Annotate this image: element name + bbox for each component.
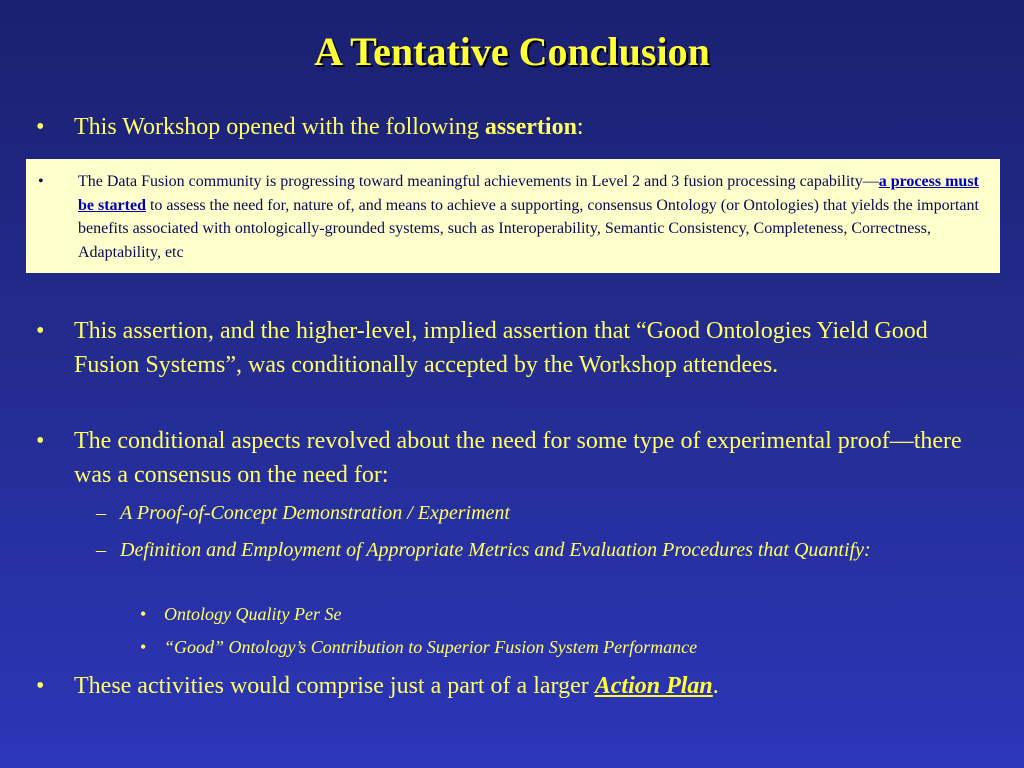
bullet-marker: • (36, 318, 45, 344)
process-started-link[interactable]: a process must be started (78, 173, 979, 214)
intro-bullet (36, 110, 986, 144)
bullet-marker: • (140, 604, 147, 624)
bullet-marker: • (140, 637, 147, 657)
closing-bullet (36, 669, 986, 703)
assertion-text-start: The Data Fusion community is progressing toward meaningful achievements in Level 2 and 3 fusion processing capability— (78, 173, 879, 190)
acceptance-bullet (36, 314, 986, 382)
intro-text-end: : (576, 114, 584, 140)
need-item-text: Definition and Employment of Appropriate Metrics and Evaluation Procedures that Quantify: (120, 539, 871, 561)
bullet-marker: • (36, 114, 45, 140)
assertion-text-end: to assess the need for, nature of, and means to achieve a supporting, consensus Ontology (or Ontologies) that yields the important benefits associated with ontologically-grounded systems, such as Interoperability, Semantic Consistency, Completeness, Correctness, Adaptability, etc (78, 196, 979, 261)
dash-marker: – (96, 539, 106, 561)
intro-text-start: This Workshop opened with the following (74, 114, 485, 140)
need-item (96, 498, 996, 528)
quantify-item-text: Ontology Quality Per Se (164, 604, 342, 624)
intro-text (74, 110, 986, 144)
closing-text (74, 669, 986, 703)
bullet-marker: • (36, 673, 45, 699)
action-plan-link[interactable]: Action Plan (594, 673, 713, 699)
assertion-emphasis: assertion (484, 114, 577, 140)
quantify-item (140, 634, 1000, 660)
bullet-marker: • (38, 173, 44, 190)
conditional-text: The conditional aspects revolved about the need for some type of experimental proof—there was a consensus on the need for: (74, 428, 962, 488)
closing-text-end: . (712, 673, 719, 699)
assertion-box (26, 159, 1000, 273)
assertion-text (78, 170, 984, 264)
quantify-item (140, 601, 1000, 627)
dash-marker: – (96, 502, 106, 524)
bullet-marker: • (36, 428, 45, 454)
closing-text-start: These activities would comprise just a part of a larger (74, 673, 595, 699)
need-item-text: A Proof-of-Concept Demonstration / Experiment (120, 502, 510, 524)
quantify-item-text: “Good” Ontology’s Contribution to Superior Fusion System Performance (164, 637, 698, 657)
acceptance-text: This assertion, and the higher-level, implied assertion that “Good Ontologies Yield Good Fusion Systems”, was conditionally accepted by the Workshop attendees. (74, 318, 928, 378)
conditional-bullet (36, 424, 986, 492)
need-item (96, 535, 996, 565)
slide-title: A Tentative Conclusion (314, 29, 710, 74)
